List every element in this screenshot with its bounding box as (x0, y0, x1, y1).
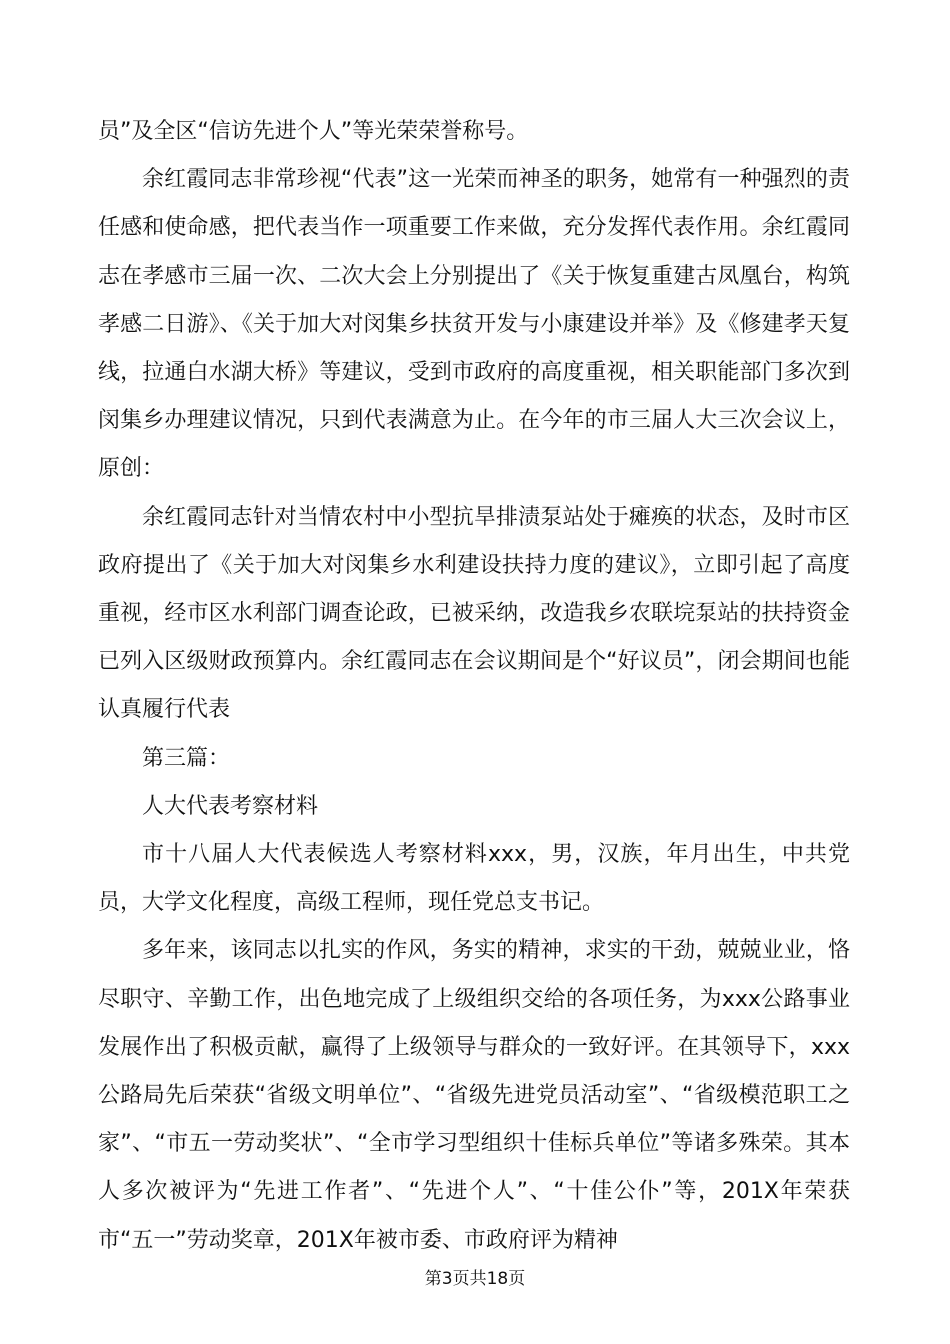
page-number-footer: 第3页共18页 (424, 1269, 526, 1289)
paragraph-6: 市十八届人大代表候选人考察材料xxx，男，汉族，年月出生，中共党员，大学文化程度，高级工程师，现任党总支书记。 (98, 842, 850, 916)
paragraph-2: 余红霞同志非常珍视“代表”这一光荣而神圣的职务，她常有一种强烈的责任感和使命感，把代表当作一项重要工作来做，充分发挥代表作用。余红霞同志在孝感市三届一次、二次大会上分别提出了《关于恢复重建古凤凰台，构筑孝感二日游》、《关于加大对闵集乡扶贫开发与小康建设并举》及《修建孝天复线，拉通白水湖大桥》等建议，受到市政府的高度重视，相关职能部门多次到闵集乡办理建议情况，只到代表满意为止。在今年的市三届人大三次会议上，原创： (98, 167, 850, 482)
paragraph-7: 多年来，该同志以扎实的作风，务实的精神，求实的干劲，兢兢业业，恪尽职守、辛勤工作，出色地完成了上级组织交给的各项任务，为xxx公路事业发展作出了积极贡献，赢得了上级领导与群众的一致好评。在其领导下，xxx公路局先后荣获“省级文明单位”、“省级先进党员活动室”、“省级模范职工之家”、“市五一劳动奖状”、“全市学习型组织十佳标兵单位”等诸多殊荣。其本人多次被评为“先进工作者”、“先进个人”、“十佳公仆”等，201X年荣获市“五一”劳动奖章，201X年被市委、市政府评为精神 (98, 938, 850, 1253)
document-body (98, 108, 850, 1265)
section-title: 人大代表考察材料 (142, 793, 319, 819)
section-heading: 第三篇： (142, 745, 231, 771)
paragraph-3: 余红霞同志针对当情农村中小型抗旱排渍泵站处于瘫痪的状态，及时市区政府提出了《关于加大对闵集乡水利建设扶持力度的建议》，立即引起了高度重视，经市区水利部门调查论政，已被采纳，改造我乡农联垸泵站的扶持资金已列入区级财政预算内。余红霞同志在会议期间是个“好议员”，闭会期间也能认真履行代表 (98, 504, 850, 723)
paragraph-1: 员”及全区“信访先进个人”等光荣荣誉称号。 (98, 119, 529, 144)
